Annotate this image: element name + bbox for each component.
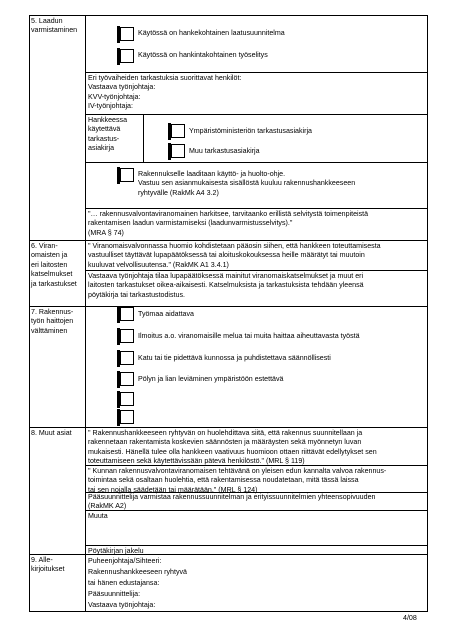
street-clean-checkbox[interactable] bbox=[120, 351, 134, 365]
notify-noise-label: Ilmoitus a.o. viranomaisille melua tai muita haittaa aiheuttavasta työstä bbox=[138, 332, 360, 340]
row-line bbox=[85, 545, 428, 546]
designer-notice: Pääsuunnittelija varmistaa rakennussuunnitelman ja erityissuunnitelmien yhteensopivuuden (RakMK A2) bbox=[88, 493, 376, 511]
other-doc-label: Muu tarkastusasiakirja bbox=[189, 147, 260, 155]
section-5-label: 5. Laadun varmistaminen bbox=[31, 17, 78, 35]
mra74-quote: "… rakennusvalvontaviranomainen harkitsee, tarvitaanko erillistä selvitystä toimenpiteistä rakentamisen laadun varmistamiseksi (laadunvarmistusselvitys)." (MRA § 74) bbox=[88, 210, 369, 237]
row-line bbox=[29, 240, 428, 241]
row-line bbox=[29, 427, 428, 428]
row-line bbox=[85, 114, 428, 115]
maintenance-checkbox[interactable] bbox=[120, 168, 134, 182]
frame-right bbox=[427, 15, 428, 612]
section-7-label: 7. Rakennus- työn haittojen välttäminen bbox=[31, 308, 74, 335]
column-divider bbox=[85, 15, 86, 612]
row-line bbox=[85, 72, 428, 73]
distribution-label: Pöytäkirjan jakelu bbox=[88, 547, 144, 555]
quality-plan-label: Käytössä on hankekohtainen laatusuunnitelma bbox=[138, 29, 285, 37]
work-description-checkbox[interactable] bbox=[120, 49, 134, 63]
dust-checkbox[interactable] bbox=[120, 372, 134, 386]
notify-noise-checkbox[interactable] bbox=[120, 329, 134, 343]
other-doc-checkbox[interactable] bbox=[171, 144, 185, 158]
work-description-label: Käytössä on hankintakohtainen työselitys bbox=[138, 51, 268, 59]
frame-bottom bbox=[29, 611, 428, 612]
worksite-fenced-checkbox[interactable] bbox=[120, 307, 134, 321]
section-9-label: 9. Alle- kirjoitukset bbox=[31, 556, 65, 574]
env-ministry-doc-checkbox[interactable] bbox=[171, 124, 185, 138]
frame-top bbox=[29, 15, 428, 16]
section-6-label: 6. Viran- omaisten ja eri laitosten katselmukset ja tarkastukset bbox=[31, 242, 77, 288]
inspectors-block: Eri työvaiheiden tarkastuksia suorittavat henkilöt: Vastaava työnjohtaja: KVV-työnjohtaja: IV-työnjohtaja: bbox=[88, 74, 242, 111]
rakmk-quote: " Viranomaisvalvonnassa huomio kohdistetaan pääosin siihen, että hankkeen toteuttamisesta vastuulliset täyttävät lupapäätöksessä tai aloituskokouksessa heille määrätyt tai muutoin kuuluvat velvollisuutensa." (RakMK A1 3.4.1) bbox=[88, 242, 381, 269]
mrl119-quote: " Rakennushankkeeseen ryhtyvän on huolehdittava siitä, että rakennus suunnitellaan ja rakennetaan rakentamista koskevien säännösten ja määräysten sekä myönnetyn luvan mukaisesti. Hänellä tulee olla hankkeen vaativuus huomioon ottaen riittävät edellytykset sen toteuttamiseen sekä käytettävissään pätevä henkilöstö." (MRL § 119) bbox=[88, 429, 377, 466]
project-docs-label: Hankkeessa käytettävä tarkastus- asiakirja bbox=[88, 116, 128, 153]
frame-left bbox=[29, 15, 30, 612]
row-line bbox=[85, 162, 428, 163]
maintenance-text: Rakennukselle laaditaan käyttö- ja huolto-ohje. Vastuu sen asianmukaisesta sisällöstä kuuluu rakennushankkeeseen ryhtyvälle (RakMk A4 3.2) bbox=[138, 170, 356, 197]
signers-block: Puheenjohtaja/Sihteeri: Rakennushankkeeseen ryhtyvä tai hänen edustajansa: Pääsuunnittelija: Vastaava työnjohtaja: bbox=[88, 557, 187, 609]
street-clean-label: Katu tai tie pidettävä kunnossa ja puhdistettava säännöllisesti bbox=[138, 354, 331, 362]
blank-checkbox-1[interactable] bbox=[120, 392, 134, 406]
subtable-divider bbox=[143, 114, 144, 162]
inspection-notice: Vastaava työnjohtaja tilaa lupapäätöksessä mainitut viranomaiskatselmukset ja muut eri laitosten tarkastukset oikea-aikaisesti. Katselmuksista ja tarkastuksista tehdään yleensä pöytäkirja tai tarkastustodistus. bbox=[88, 272, 364, 299]
page-number: 4/08 bbox=[403, 614, 417, 622]
other-matters-label: Muuta bbox=[88, 512, 108, 520]
env-ministry-doc-label: Ympäristöministeriön tarkastusasiakirja bbox=[189, 127, 313, 135]
worksite-fenced-label: Työmaa aidattava bbox=[138, 310, 194, 318]
blank-checkbox-2[interactable] bbox=[120, 410, 134, 424]
row-line bbox=[29, 306, 428, 307]
section-8-label: 8. Muut asiat bbox=[31, 429, 72, 437]
mrl124-quote: " Kunnan rakennusvalvontaviranomaisen tehtävänä on yleisen edun kannalta valvoa rakennus- toimintaa sekä osaltaan huolehtia, että rakentamisessa noudatetaan, mitä tässä laissa tai sen nojalla säädetään tai määrätään." (MRL § 124) bbox=[88, 467, 387, 494]
quality-plan-checkbox[interactable] bbox=[120, 27, 134, 41]
dust-label: Pölyn ja lian leviäminen ympäristöön estettävä bbox=[138, 375, 284, 383]
row-line bbox=[85, 208, 428, 209]
